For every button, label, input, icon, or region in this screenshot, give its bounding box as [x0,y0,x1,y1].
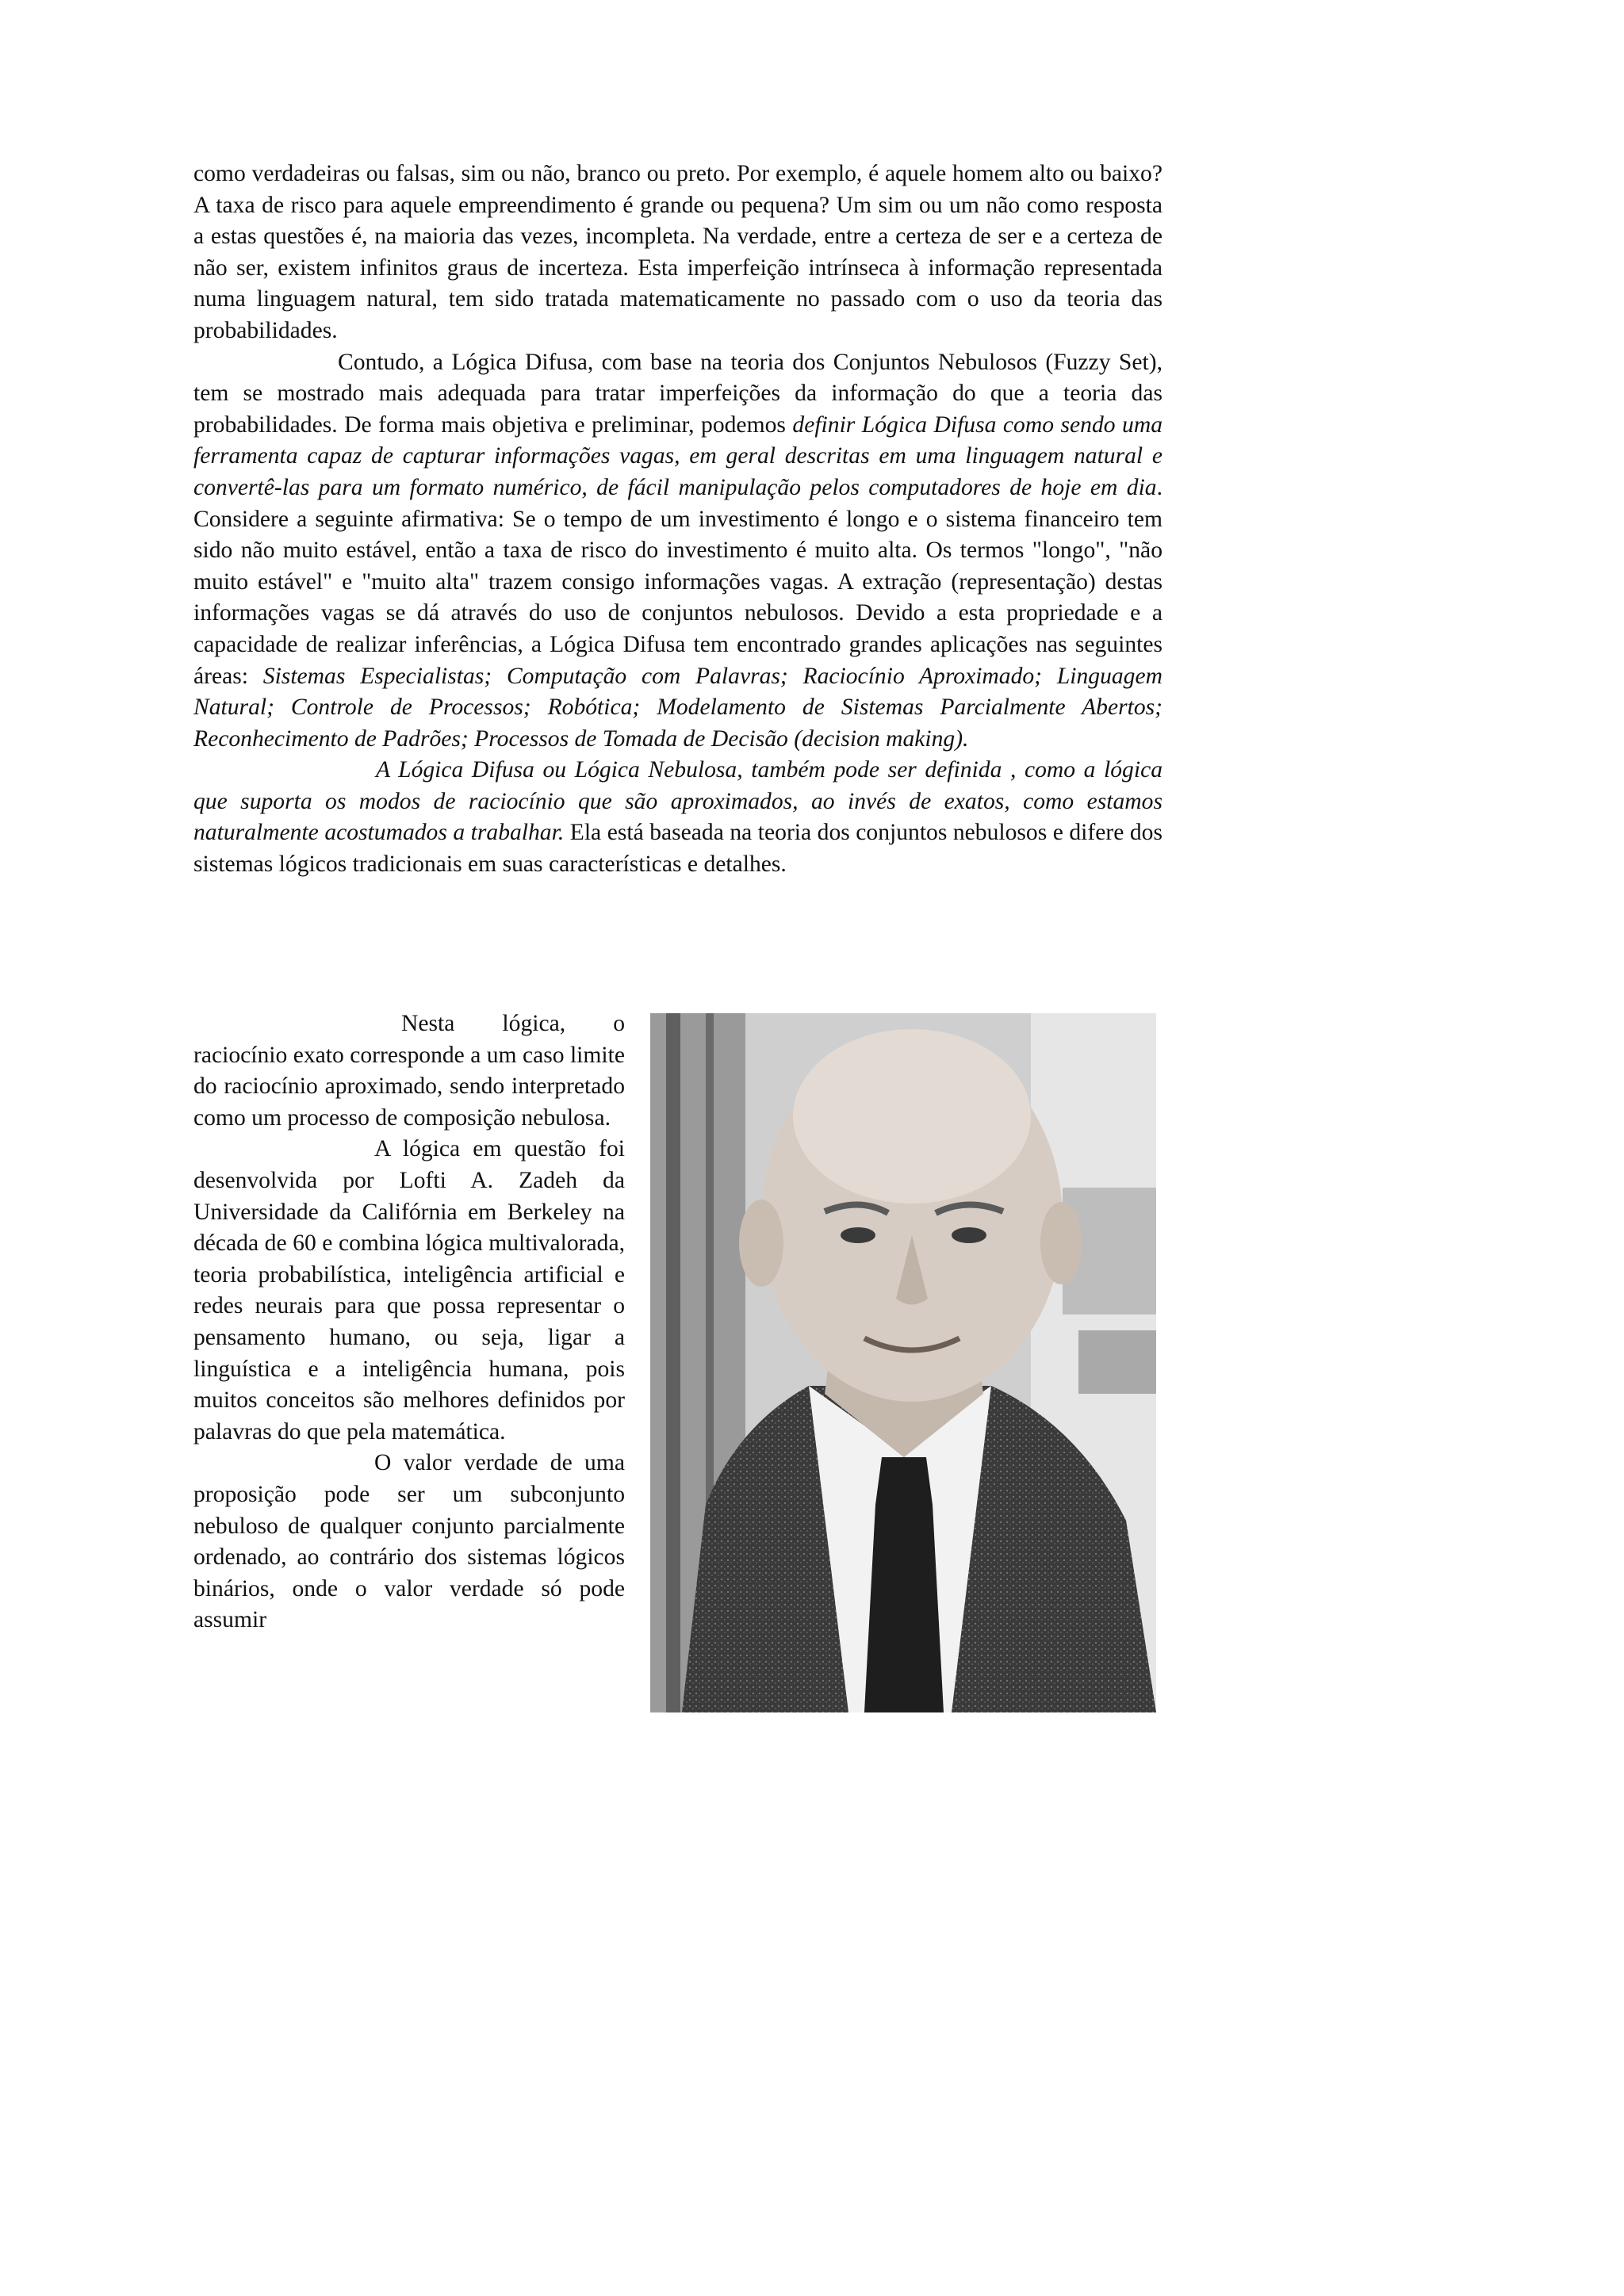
paragraph-2-middle: . Considere a seguinte afirmativa: Se o tempo de um investimento é longo e o sistema financeiro tem sido não muito estável, então a taxa de risco do investimento é muito alta. Os termos "longo", "não muito estável" e "muito alta" trazem consigo informações vagas. A extração (representação) destas informações vagas se dá através do uso de conjuntos nebulosos. Devido a esta propriedade e a capacidade de realizar inferências, a Lógica Difusa tem encontrado grandes aplicações nas seguintes áreas: [193,474,1162,689]
paragraph-1: como verdadeiras ou falsas, sim ou não, branco ou preto. Por exemplo, é aquele homem alto ou baixo? A taxa de risco para aquele empreendimento é grande ou pequena? Um sim ou um não como resposta a estas questões é, na maioria das vezes, incompleta. Na verdade, entre a certeza de ser e a certeza de não ser, existem infinitos graus de incerteza. Esta imperfeição intrínseca à informação representada numa linguagem natural, tem sido tratada matematicamente no passado com o uso da teoria das probabilidades. [193,161,1162,343]
paragraph-3-rest: Ela está baseada na teoria dos conjuntos nebulosos e difere dos sistemas lógicos tradicionais em suas características e detalhes. [193,820,1162,878]
paragraph-2-applications: Sistemas Especialistas; Computação com Palavras; Raciocínio Aproximado; Linguagem Natural; Controle de Processos; Robótica; Modelamento de Sistemas Parcialmente Abertos; Reconhecimento de Padrões; Processos de Tomada de Decisão (decision making). [193,663,1162,752]
paragraph-6: O valor verdade de uma proposição pode ser um subconjunto nebuloso de qualquer conjunto parcialmente ordenado, ao contrário dos sistemas lógicos binários, onde o valor verdade só pode assumir [193,1450,625,1633]
paragraph-3 [193,755,1162,880]
portrait-photo-icon [650,1013,1156,1712]
paragraph-2 [193,347,1162,756]
paragraph-3-definition: A Lógica Difusa ou Lógica Nebulosa, também pode ser definida , como a lógica que suporta os modos de raciocínio que são aproximados, ao invés de exatos, como estamos naturalmente acostumados a trabalhar. [193,757,1162,846]
body-text-top [193,159,1162,881]
paragraph-4: Nesta lógica, o raciocínio exato corresponde a um caso limite do raciocínio aproximado, sendo interpretado como um processo de composição nebulosa. [193,1011,625,1131]
paragraph-2-start: Contudo, a Lógica Difusa, com base na teoria dos Conjuntos Nebulosos (Fuzzy Set), tem se mostrado mais adequada para tratar imperfeições da informação do que a teoria das probabilidades. De forma mais objetiva e preliminar, podemos [193,349,1162,438]
paragraph-2-definition: definir Lógica Difusa como sendo uma ferramenta capaz de capturar informações vagas, em geral descritas em uma linguagem natural e convertê-las para um formato numérico, de fácil manipulação pelos computadores de hoje em dia [193,411,1162,500]
paragraph-5: A lógica em questão foi desenvolvida por Lofti A. Zadeh da Universidade da Califórnia em Berkeley na década de 60 e combina lógica multivalorada, teoria probabilística, inteligência artificial e redes neurais para que possa representar o pensamento humano, ou seja, ligar a linguística e a inteligência humana, pois muitos conceitos são melhores definidos por palavras do que pela matemática. [193,1136,625,1445]
body-text-column [193,1008,625,1636]
